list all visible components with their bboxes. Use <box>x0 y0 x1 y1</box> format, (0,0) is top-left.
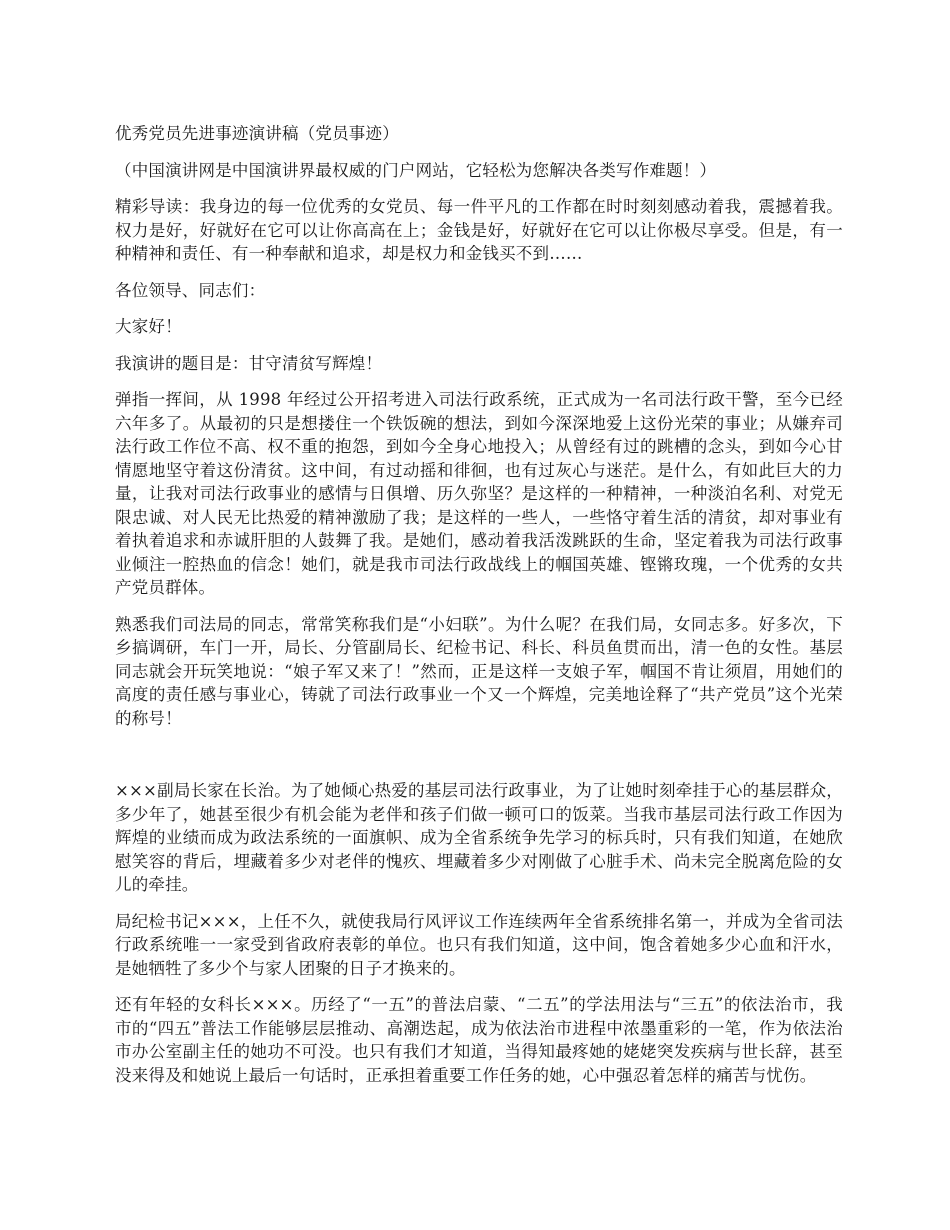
greeting-leaders: 各位领导、同志们： <box>115 280 266 300</box>
body-paragraph: 弹指一挥间，从 1998 年经过公开招考进入司法行政系统，正式成为一名司法行政干警，至今已经六年多了。从最初的只是想搂住一个铁饭碗的想法，到如今深深地爱上这份光荣的事业；从嫌弃司法行政工作位不高、权不重的抱怨，到如今全身心地投入；从曾经有过的跳槽的念头，到如今心甘情愿地坚守着这份清贫。这中间，有过动摇和徘徊，也有过灰心与迷茫。是什么，有如此巨大的力量，让我对司法行政事业的感情与日俱增、历久弥坚？是这样的一种精神，一种淡泊名利、对党无限忠诚、对人民无比热爱的精神激励了我；是这样的一些人，一些恪守着生活的清贫，却对事业有着执着追求和赤诚肝胆的人鼓舞了我。是她们，感动着我活泼跳跃的生命，坚定着我为司法行政事业倾注一腔热血的信念！她们，就是我市司法行政战线上的帼国英雄、铿锵玫瑰，一个优秀的女共产党员群体。 <box>115 390 843 597</box>
document-page <box>115 122 843 1100</box>
body-paragraph: 还有年轻的女科长×××。历经了“一五”的普法启蒙、“二五”的学法用法与“三五”的依法治市，我市的“四五”普法工作能够层层推动、高潮迭起，成为依法治市进程中浓墨重彩的一笔，作为依法治市办公室副主任的她功不可没。也只有我们才知道，当得知最疼她的姥姥突发疾病与世长辞，甚至没来得及和她说上最后一句话时，正承担着重要工作任务的她，心中强忍着怎样的痛苦与忧伤。 <box>115 995 843 1085</box>
speech-topic: 我演讲的题目是：甘守清贫写辉煌！ <box>115 353 383 373</box>
greeting-all: 大家好！ <box>115 317 182 336</box>
body-paragraph: 局纪检书记×××，上任不久，就使我局行风评议工作连续两年全省系统排名第一，并成为全省司法行政系统唯一一家受到省政府表彰的单位。也只有我们知道，这中间，饱含着她多少心血和汗水，是她牺牲了多少个与家人团聚的日子才换来的。 <box>115 911 843 978</box>
intro-note: （中国演讲网是中国演讲界最权威的门户网站，它轻松为您解决各类写作难题！） <box>115 160 717 180</box>
body-paragraph: 熟悉我们司法局的同志，常常笑称我们是“小妇联”。为什么呢？在我们局，女同志多。好多次，下乡搞调研，车门一开，局长、分管副局长、纪检书记、科长、科员鱼贯而出，清一色的女性。基层同志就会开玩笑地说：“娘子军又来了！”然而，正是这样一支娘子军，帼国不肯让须眉，用她们的高度的责任感与事业心，铸就了司法行政事业一个又一个辉煌，完美地诠释了“共产党员”这个光荣的称号！ <box>115 614 843 728</box>
body-paragraph: ×××副局长家在长治。为了她倾心热爱的基层司法行政事业，为了让她时刻牵挂于心的基层群众，多少年了，她甚至很少有机会能为老伴和孩子们做一顿可口的饭菜。当我市基层司法行政工作因为辉煌的业绩而成为政法系统的一面旗帜、成为全省系统争先学习的标兵时，只有我们知道，在她欣慰笑容的背后，埋藏着多少对老伴的愧疚、埋藏着多少对刚做了心脏手术、尚未完全脱离危险的女儿的牵挂。 <box>115 781 843 894</box>
section-spacer <box>115 743 843 779</box>
summary-paragraph: 精彩导读：我身边的每一位优秀的女党员、每一件平凡的工作都在时时刻刻感动着我，震撼着我。权力是好，好就好在它可以让你高高在上；金钱是好，好就好在它可以让你极尽享受。但是，有一种精神和责任、有一种奉献和追求，却是权力和金钱买不到…… <box>115 197 843 263</box>
document-title: 优秀党员先进事迹演讲稿（党员事迹） <box>115 124 399 143</box>
